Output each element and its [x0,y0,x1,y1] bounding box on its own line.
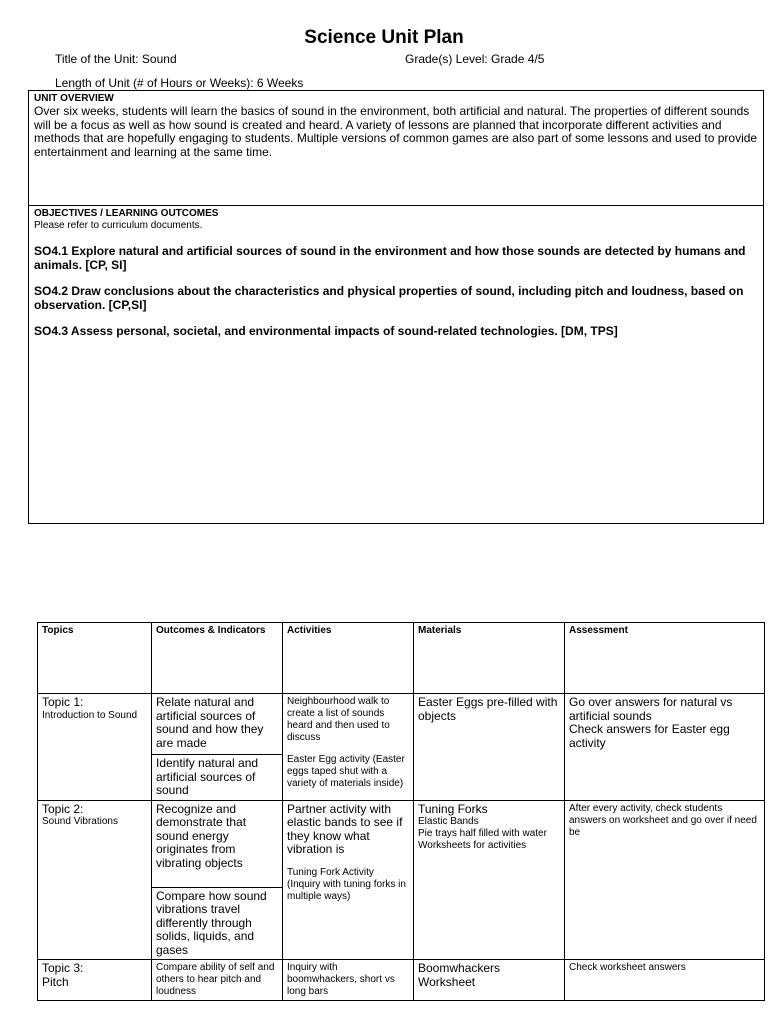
activity-text: Partner activity with elastic bands to see if they know what vibration is [287,801,403,856]
outcome-cell [152,960,283,1001]
topic-name: Introduction to Sound [42,709,138,721]
assessment-cell [565,800,765,960]
column-header: Materials [414,623,565,694]
unit-length: Length of Unit (# of Hours or Weeks): 6 Weeks [55,76,304,90]
activity-cell [283,800,414,960]
column-header: Assessment [565,623,765,694]
unit-overview-box [28,90,764,206]
outcome-cell [152,800,283,960]
materials-text: Easter Eggs pre-filled with objects [418,695,558,723]
table-row [38,694,765,801]
column-header: Activities [283,623,414,694]
table-header-row [38,623,765,694]
table-row [38,960,765,1001]
activity-cell [283,960,414,1001]
unit-title: Title of the Unit: Sound [55,52,177,66]
column-header: Outcomes & Indicators [152,623,283,694]
topic-label: Topic 2: [42,801,84,816]
outcome-text: Identify natural and artificial sources of sound [152,754,282,798]
objectives-note: Please refer to curriculum documents. [34,220,203,231]
unit-overview-heading: UNIT OVERVIEW [34,93,114,104]
outcome-text: Relate natural and artificial sources of sound and how they are made [156,695,264,750]
outcome-text: Recognize and demonstrate that sound energy originates from vibrating objects [156,801,247,870]
topic-cell [38,960,152,1001]
grade-level: Grade(s) Level: Grade 4/5 [405,52,545,66]
assessment-text: Check worksheet answers [569,962,686,973]
unit-table [37,622,765,1001]
materials-cell [414,694,565,801]
materials-cell [414,800,565,960]
materials-cell [414,960,565,1001]
materials-text: Boomwhackers Worksheet [418,961,501,989]
unit-overview-text: Over six weeks, students will learn the basics of sound in the environment, both artificial and natural. The properties of different sounds will be a focus as well as how sound is created and heard. A variety of lessons are planned that incorporate different activities and methods that are hopefully engaging to students. Multiple versions of common games are also part of some lessons and used to provide entertainment and learning at the same time. [34,104,758,159]
assessment-cell [565,960,765,1001]
objective-item: SO4.2 Draw conclusions about the characteristics and physical properties of sound, including pitch and loudness, based on observation. [CP,SI] [34,284,744,312]
objective-item: SO4.1 Explore natural and artificial sources of sound in the environment and how those sounds are detected by humans and animals. [CP, SI] [34,244,746,272]
outcome-text: Compare ability of self and others to hear pitch and loudness [156,962,275,997]
activity-text: Tuning Fork Activity (Inquiry with tuning forks in multiple ways) [287,866,406,902]
activity-text: Neighbourhood walk to create a list of sounds heard and then used to discuss [287,696,390,743]
page-title: Science Unit Plan [304,27,464,48]
assessment-cell [565,694,765,801]
materials-title: Tuning Forks [418,801,488,816]
topic-cell [38,800,152,960]
topic-cell [38,694,152,801]
outcome-text: Compare how sound vibrations travel differently through solids, liquids, and gases [152,887,282,958]
activity-cell [283,694,414,801]
objectives-heading: OBJECTIVES / LEARNING OUTCOMES [34,208,219,219]
activity-text: Inquiry with boomwhackers, short vs long bars [287,962,395,997]
objectives-box [28,205,764,524]
outcome-cell [152,694,283,801]
topic-label: Topic 3: [42,961,84,975]
materials-text: Elastic Bands Pie trays half filled with water Worksheets for activities [418,816,547,851]
topic-name: Sound Vibrations [42,816,118,827]
table-row [38,800,765,960]
topic-label: Topic 1: [42,695,84,709]
assessment-text: Go over answers for natural vs artificial sounds Check answers for Easter egg activity [569,695,733,750]
activity-text: Easter Egg activity (Easter eggs taped shut with a variety of materials inside) [287,754,405,789]
column-header: Topics [38,623,152,694]
objective-item: SO4.3 Assess personal, societal, and environmental impacts of sound-related technologies. [DM, TPS] [34,324,618,338]
topic-name: Pitch [42,974,69,989]
assessment-text: After every activity, check students answers on worksheet and go over if need be [569,802,757,838]
